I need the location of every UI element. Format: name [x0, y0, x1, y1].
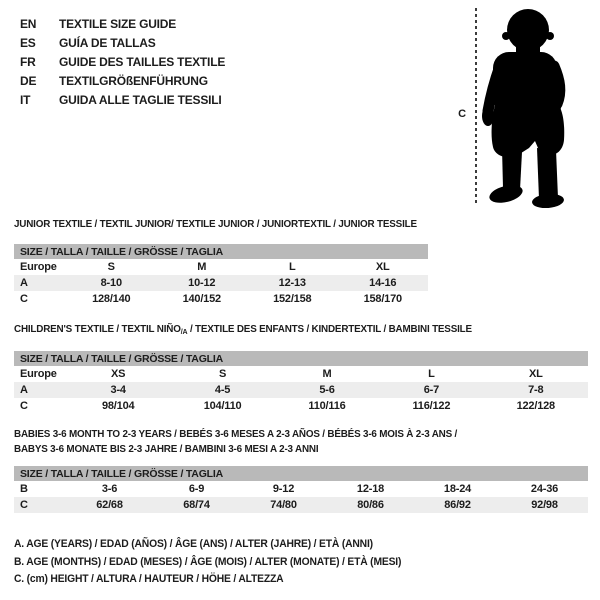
junior-textile-section — [14, 217, 428, 307]
language-row — [20, 53, 225, 72]
size-cell: L — [288, 261, 296, 273]
height-measure-label: C — [458, 108, 466, 120]
size-cell: 104/110 — [203, 400, 242, 412]
size-cell: 14-16 — [369, 277, 397, 289]
size-cell: 92/98 — [531, 499, 558, 511]
size-cell: 152/158 — [273, 293, 312, 305]
size-header-bar: SIZE / TALLA / TAILLE / GRÖSSE / TAGLIA — [14, 466, 588, 481]
size-cell: 5-6 — [319, 384, 335, 396]
size-cell: 10-12 — [188, 277, 216, 289]
size-cell: 116/122 — [412, 400, 451, 412]
size-cell: 24-36 — [530, 483, 559, 495]
legend-line-c: C. (cm) HEIGHT / ALTURA / HAUTEUR / HÖHE / ALTEZZA — [14, 573, 284, 585]
language-code: EN — [20, 17, 37, 31]
row-label: A — [20, 277, 28, 289]
legend — [14, 536, 426, 589]
legend-line-b: B. AGE (MONTHS) / EDAD (MESES) / ÂGE (MOIS) / ALTER (MONATE) / ETÀ (MESI) — [14, 555, 402, 568]
language-row — [20, 91, 225, 110]
language-title: GUIDA ALLE TAGLIE TESSILI — [59, 93, 222, 107]
size-cell: 68/74 — [183, 499, 210, 511]
size-cell: L — [428, 368, 435, 380]
junior-size-table — [14, 244, 428, 307]
table-row — [14, 366, 588, 382]
size-cell: 122/128 — [516, 400, 555, 412]
size-cell: 128/140 — [92, 293, 131, 305]
language-title: GUIDE DES TAILLES TEXTILE — [59, 55, 226, 69]
legend-line-a: A. AGE (YEARS) / EDAD (AÑOS) / ÂGE (ANS) / ALTER (JAHRE) / ETÀ (ANNI) — [14, 538, 373, 550]
language-title-list — [20, 15, 225, 110]
language-row — [20, 72, 225, 91]
size-cell: 110/116 — [308, 400, 346, 412]
size-cell: XS — [111, 368, 126, 380]
size-cell: 158/170 — [363, 293, 402, 305]
language-row — [20, 15, 225, 34]
size-cell: 3-4 — [110, 384, 126, 396]
babies-table-title-line1: BABIES 3-6 MONTH TO 2-3 YEARS / BEBÉS 3-6 MESES A 2-3 AÑOS / BÉBÉS 3-6 MOIS À 2-3 ANS / — [14, 428, 458, 440]
children-size-table — [14, 351, 588, 414]
row-label: C — [20, 293, 28, 305]
height-dashed-line — [475, 8, 477, 206]
size-cell: M — [197, 261, 207, 273]
size-cell: XL — [375, 261, 390, 273]
language-title: TEXTILE SIZE GUIDE — [59, 17, 177, 31]
language-code: ES — [20, 36, 36, 50]
size-cell: 3-6 — [101, 483, 118, 495]
size-cell: 9-12 — [272, 483, 295, 495]
size-cell: 6-9 — [188, 483, 205, 495]
row-label: C — [20, 400, 28, 412]
table-row — [14, 259, 428, 275]
language-code: IT — [20, 93, 31, 107]
children-textile-section — [14, 322, 588, 414]
row-label: Europe — [20, 368, 57, 380]
row-label: A — [20, 384, 28, 396]
babies-size-table — [14, 466, 588, 513]
row-label: C — [20, 499, 28, 511]
size-cell: 8-10 — [100, 277, 122, 289]
size-cell: 6-7 — [423, 384, 440, 396]
language-title: GUÍA DE TALLAS — [59, 36, 156, 50]
table-row — [14, 497, 588, 513]
table-row — [14, 481, 588, 497]
size-cell: 12-13 — [278, 277, 306, 289]
size-cell: 12-18 — [356, 483, 385, 495]
size-cell: 86/92 — [444, 499, 471, 511]
size-cell: 98/104 — [101, 400, 135, 412]
junior-table-title: JUNIOR TEXTILE / TEXTIL JUNIOR/ TEXTILE JUNIOR / JUNIORTEXTIL / JUNIOR TESSILE — [14, 218, 417, 230]
size-cell: 74/80 — [270, 499, 297, 511]
language-code: DE — [20, 74, 37, 88]
language-title: TEXTILGRÖßENFÜHRUNG — [59, 74, 208, 88]
size-cell: 80/86 — [357, 499, 384, 511]
size-cell: 62/68 — [96, 499, 123, 511]
height-figure — [454, 4, 594, 210]
size-cell: 18-24 — [443, 483, 472, 495]
size-header-bar: SIZE / TALLA / TAILLE / GRÖSSE / TAGLIA — [14, 351, 588, 366]
babies-textile-section — [14, 427, 588, 513]
table-row — [14, 398, 588, 414]
language-code: FR — [20, 55, 36, 69]
size-header-bar: SIZE / TALLA / TAILLE / GRÖSSE / TAGLIA — [14, 244, 428, 259]
table-row — [14, 275, 428, 291]
toddler-silhouette-icon — [478, 4, 570, 208]
size-cell: S — [107, 261, 115, 273]
size-cell: XL — [528, 368, 543, 380]
size-cell: S — [219, 368, 227, 380]
language-row — [20, 34, 225, 53]
size-cell: 7-8 — [528, 384, 544, 396]
row-label: Europe — [20, 261, 57, 273]
size-cell: M — [322, 368, 332, 380]
row-label: B — [20, 483, 28, 495]
size-cell: 4-5 — [214, 384, 231, 396]
table-row — [14, 382, 588, 398]
size-cell: 140/152 — [182, 293, 221, 305]
table-row — [14, 291, 428, 307]
babies-table-title-line2: BABYS 3-6 MONATE BIS 2-3 JAHRE / BAMBINI 3-6 MESI A 2-3 ANNI — [14, 443, 319, 455]
children-table-title: CHILDREN'S TEXTILE / TEXTIL NIÑO/A / TEXTILE DES ENFANTS / KINDERTEXTIL / BAMBINI TESSILE — [14, 323, 472, 336]
